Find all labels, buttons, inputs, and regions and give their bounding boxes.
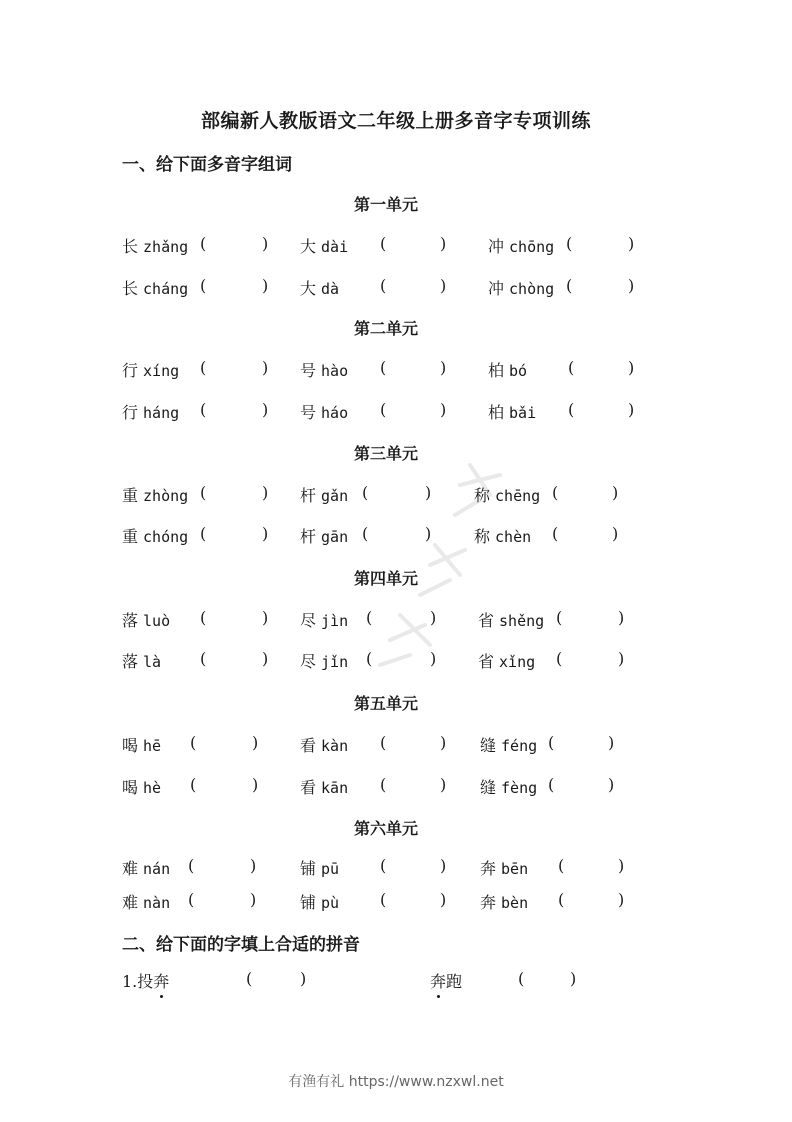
paren-open: ( [190, 733, 197, 752]
paren-close: ) [262, 608, 269, 627]
pinyin-label: chòng [509, 280, 555, 298]
paren-close: ) [440, 400, 447, 419]
pinyin-label: hè [143, 779, 162, 797]
paren-close: ) [425, 524, 432, 543]
polyphone-entry [478, 608, 544, 631]
paren-close: ) [612, 524, 619, 543]
answer-blank[interactable] [212, 483, 258, 503]
footer-text: 有渔有礼 https://www.nzxwl.net [288, 1074, 504, 1090]
hanzi-char: 重 [122, 527, 139, 546]
polyphone-entry [300, 483, 348, 506]
polyphone-entry [300, 733, 348, 756]
hanzi-char: 长 [122, 237, 139, 256]
hanzi-char: 喝 [122, 736, 139, 755]
pinyin-label: chōng [509, 238, 555, 256]
pinyin-label: cháng [143, 280, 189, 298]
hanzi-char: 柏 [488, 361, 505, 380]
polyphone-entry [474, 483, 540, 506]
question-1-word-b [430, 969, 462, 992]
answer-blank[interactable] [212, 608, 258, 628]
hanzi-char: 号 [300, 403, 317, 422]
answer-blank[interactable] [578, 234, 624, 254]
answer-blank[interactable] [564, 483, 608, 503]
paren-open: ( [380, 358, 387, 377]
word-row [0, 358, 792, 382]
paren-open: ( [366, 649, 373, 668]
answer-blank[interactable] [392, 856, 436, 876]
document-title: 部编新人教版语文二年级上册多音字专项训练 [200, 110, 591, 132]
answer-blank[interactable] [560, 733, 604, 753]
answer-blank[interactable] [392, 400, 436, 420]
hanzi-char: 行 [122, 361, 139, 380]
section-2-heading: 二、给下面的字填上合适的拼音 [122, 935, 360, 955]
polyphone-entry [488, 276, 554, 299]
polyphone-entry [300, 276, 339, 299]
hanzi-char: 难 [122, 859, 139, 878]
paren-close: ) [440, 856, 447, 875]
pinyin-label: háo [321, 404, 349, 422]
word-row [0, 608, 792, 632]
paren-open: ( [380, 733, 387, 752]
paren-open: ( [552, 524, 559, 543]
paren-close: ) [440, 234, 447, 253]
paren-open: ( [362, 524, 369, 543]
hanzi-char: 缝 [480, 736, 497, 755]
pinyin-label: zhòng [143, 487, 189, 505]
paren-close: ) [262, 524, 269, 543]
paren-open: ( [200, 234, 207, 253]
answer-blank[interactable] [570, 890, 614, 910]
answer-blank[interactable] [392, 733, 436, 753]
paren-close: ) [250, 856, 257, 875]
polyphone-entry [300, 649, 348, 672]
answer-blank[interactable] [378, 608, 426, 628]
hanzi-char: 尽 [300, 611, 317, 630]
polyphone-entry [122, 524, 188, 547]
paren-close: ) [262, 400, 269, 419]
pinyin-label: hào [321, 362, 349, 380]
hanzi-char: 冲 [488, 279, 505, 298]
polyphone-entry [122, 234, 188, 257]
hanzi-char: 号 [300, 361, 317, 380]
answer-blank[interactable] [212, 524, 258, 544]
answer-blank-1[interactable] [260, 968, 296, 988]
polyphone-entry [300, 358, 348, 381]
polyphone-entry [122, 856, 170, 879]
word-row [0, 890, 792, 914]
paren-open: ( [552, 483, 559, 502]
paren-open: ( [200, 608, 207, 627]
hanzi-char: 杆 [300, 486, 317, 505]
pinyin-label: là [143, 653, 162, 671]
question-number: 1. [122, 972, 138, 991]
polyphone-entry [122, 358, 179, 381]
unit-heading: 第五单元 [353, 694, 418, 713]
paren-close: ) [608, 733, 615, 752]
hanzi-char: 大 [300, 237, 317, 256]
pinyin-label: bǎi [509, 404, 537, 422]
paren-close: ) [262, 276, 269, 295]
hanzi-char: 杆 [300, 527, 317, 546]
answer-paren-close: ) [300, 969, 307, 988]
paren-open: ( [380, 276, 387, 295]
paren-open: ( [380, 856, 387, 875]
pinyin-label: nán [143, 860, 171, 878]
hanzi-char: 称 [474, 486, 491, 505]
word-prefix: 投 [137, 972, 154, 991]
answer-blank[interactable] [212, 358, 258, 378]
hanzi-char: 奔 [480, 893, 497, 912]
hanzi-char: 铺 [300, 893, 317, 912]
paren-open: ( [188, 856, 195, 875]
word-row [0, 856, 792, 880]
paren-close: ) [628, 276, 635, 295]
polyphone-entry [300, 524, 348, 547]
hanzi-char: 看 [300, 778, 317, 797]
paren-open: ( [188, 890, 195, 909]
paren-open: ( [380, 775, 387, 794]
paren-close: ) [608, 775, 615, 794]
pinyin-label: pù [321, 894, 340, 912]
paren-open: ( [366, 608, 373, 627]
word-row [0, 649, 792, 673]
paren-open: ( [566, 234, 573, 253]
paren-open: ( [200, 400, 207, 419]
paren-close: ) [440, 276, 447, 295]
pinyin-label: pū [321, 860, 340, 878]
pinyin-label: hē [143, 737, 162, 755]
paren-close: ) [262, 358, 269, 377]
polyphone-entry [122, 733, 161, 756]
paren-close: ) [618, 856, 625, 875]
polyphone-entry [122, 649, 161, 672]
paren-close: ) [628, 400, 635, 419]
unit-heading: 第四单元 [353, 569, 418, 588]
answer-blank[interactable] [374, 483, 421, 503]
hanzi-char: 看 [300, 736, 317, 755]
word-suffix: 跑 [446, 972, 463, 991]
hanzi-char: 重 [122, 486, 139, 505]
hanzi-char: 长 [122, 279, 139, 298]
polyphone-entry [122, 483, 188, 506]
pinyin-label: kān [321, 779, 349, 797]
polyphone-entry [300, 400, 348, 423]
polyphone-entry [300, 775, 348, 798]
word-row [0, 276, 792, 300]
paren-close: ) [618, 890, 625, 909]
answer-blank[interactable] [568, 649, 614, 669]
paren-close: ) [618, 608, 625, 627]
word-row [0, 234, 792, 258]
pinyin-label: zhǎng [143, 238, 189, 256]
paren-open: ( [548, 775, 555, 794]
paren-close: ) [612, 483, 619, 502]
paren-open: ( [556, 649, 563, 668]
hanzi-char: 落 [122, 652, 139, 671]
paren-open: ( [362, 483, 369, 502]
pinyin-label: luò [143, 612, 171, 630]
polyphone-entry [488, 400, 536, 423]
polyphone-entry [122, 890, 170, 913]
pinyin-label: gān [321, 528, 349, 546]
hanzi-char: 省 [478, 652, 495, 671]
answer-blank-2[interactable] [532, 968, 568, 988]
pinyin-label: chēng [495, 487, 541, 505]
pinyin-label: gǎn [321, 487, 349, 505]
pinyin-label: nàn [143, 894, 171, 912]
polyphone-entry [300, 234, 348, 257]
pinyin-label: dài [321, 238, 349, 256]
paren-close: ) [440, 358, 447, 377]
hanzi-char: 省 [478, 611, 495, 630]
hanzi-char: 大 [300, 279, 317, 298]
answer-blank[interactable] [570, 856, 614, 876]
pinyin-label: háng [143, 404, 180, 422]
paren-open: ( [190, 775, 197, 794]
pinyin-label: bèn [501, 894, 529, 912]
pinyin-label: shěng [499, 612, 545, 630]
word-row [0, 524, 792, 548]
paren-close: ) [440, 775, 447, 794]
paren-open: ( [566, 276, 573, 295]
polyphone-entry [122, 400, 179, 423]
paren-open: ( [558, 890, 565, 909]
paren-close: ) [252, 733, 259, 752]
paren-open: ( [200, 358, 207, 377]
answer-blank[interactable] [392, 890, 436, 910]
hanzi-char: 铺 [300, 859, 317, 878]
unit-heading: 第二单元 [353, 319, 418, 338]
paren-open: ( [380, 890, 387, 909]
word-row [0, 400, 792, 424]
pinyin-label: xǐng [499, 653, 536, 671]
pinyin-label: féng [501, 737, 538, 755]
answer-blank[interactable] [392, 358, 436, 378]
paren-close: ) [628, 358, 635, 377]
answer-blank[interactable] [568, 608, 614, 628]
word-row [0, 775, 792, 799]
answer-paren-open: ( [246, 969, 253, 988]
polyphone-entry [122, 608, 170, 631]
answer-blank[interactable] [212, 234, 258, 254]
answer-blank[interactable] [374, 524, 421, 544]
paren-open: ( [568, 358, 575, 377]
pinyin-label: bēn [501, 860, 529, 878]
paren-open: ( [556, 608, 563, 627]
paren-open: ( [380, 400, 387, 419]
answer-blank[interactable] [392, 775, 436, 795]
paren-close: ) [250, 890, 257, 909]
answer-paren-close: ) [570, 969, 577, 988]
polyphone-entry [478, 649, 535, 672]
answer-blank[interactable] [212, 400, 258, 420]
polyphone-entry [480, 856, 528, 879]
paren-close: ) [425, 483, 432, 502]
hanzi-char: 缝 [480, 778, 497, 797]
paren-close: ) [628, 234, 635, 253]
answer-blank[interactable] [580, 400, 624, 420]
paren-open: ( [200, 483, 207, 502]
pinyin-label: fèng [501, 779, 538, 797]
answer-blank[interactable] [202, 775, 248, 795]
paren-open: ( [200, 524, 207, 543]
paren-close: ) [430, 608, 437, 627]
unit-heading: 第一单元 [353, 195, 418, 214]
answer-blank[interactable] [560, 775, 604, 795]
polyphone-entry [480, 775, 537, 798]
paren-close: ) [430, 649, 437, 668]
pinyin-label: chóng [143, 528, 189, 546]
paren-open: ( [548, 733, 555, 752]
answer-blank[interactable] [580, 358, 624, 378]
polyphone-entry [480, 733, 537, 756]
hanzi-char: 柏 [488, 403, 505, 422]
polyphone-entry [300, 608, 348, 631]
answer-blank[interactable] [564, 524, 608, 544]
answer-blank[interactable] [200, 856, 246, 876]
polyphone-entry [122, 775, 161, 798]
polyphone-entry [122, 276, 188, 299]
pinyin-label: dà [321, 280, 340, 298]
paren-close: ) [262, 649, 269, 668]
answer-blank[interactable] [212, 649, 258, 669]
paren-close: ) [252, 775, 259, 794]
paren-close: ) [618, 649, 625, 668]
hanzi-char: 称 [474, 527, 491, 546]
polyphone-entry [300, 856, 339, 879]
paren-open: ( [200, 649, 207, 668]
answer-blank[interactable] [392, 276, 436, 296]
answer-blank[interactable] [378, 649, 426, 669]
answer-blank[interactable] [202, 733, 248, 753]
answer-blank[interactable] [578, 276, 624, 296]
hanzi-char: 奔 [480, 859, 497, 878]
paren-open: ( [380, 234, 387, 253]
answer-paren-open: ( [518, 969, 525, 988]
answer-blank[interactable] [212, 276, 258, 296]
pinyin-label: chèn [495, 528, 532, 546]
section-1-heading: 一、给下面多音字组词 [122, 155, 292, 175]
polyphone-entry [300, 890, 339, 913]
paren-open: ( [558, 856, 565, 875]
paren-close: ) [440, 890, 447, 909]
hanzi-char: 喝 [122, 778, 139, 797]
hanzi-char: 尽 [300, 652, 317, 671]
paren-close: ) [262, 234, 269, 253]
paren-open: ( [200, 276, 207, 295]
answer-blank[interactable] [200, 890, 246, 910]
hanzi-char: 落 [122, 611, 139, 630]
word-row [0, 733, 792, 757]
pinyin-label: bó [509, 362, 528, 380]
paren-close: ) [440, 733, 447, 752]
hanzi-char: 难 [122, 893, 139, 912]
unit-heading: 第六单元 [353, 819, 418, 838]
dotted-char: 奔 [430, 969, 446, 992]
pinyin-label: kàn [321, 737, 349, 755]
question-1-word-a [122, 969, 169, 992]
unit-heading: 第三单元 [353, 444, 418, 463]
pinyin-label: xíng [143, 362, 180, 380]
pinyin-label: jǐn [321, 653, 349, 671]
paren-close: ) [262, 483, 269, 502]
hanzi-char: 行 [122, 403, 139, 422]
answer-blank[interactable] [392, 234, 436, 254]
polyphone-entry [488, 234, 554, 257]
polyphone-entry [474, 524, 531, 547]
hanzi-char: 冲 [488, 237, 505, 256]
paren-open: ( [568, 400, 575, 419]
word-row [0, 483, 792, 507]
pinyin-label: jìn [321, 612, 349, 630]
polyphone-entry [480, 890, 528, 913]
dotted-char: 奔 [153, 969, 169, 992]
polyphone-entry [488, 358, 527, 381]
